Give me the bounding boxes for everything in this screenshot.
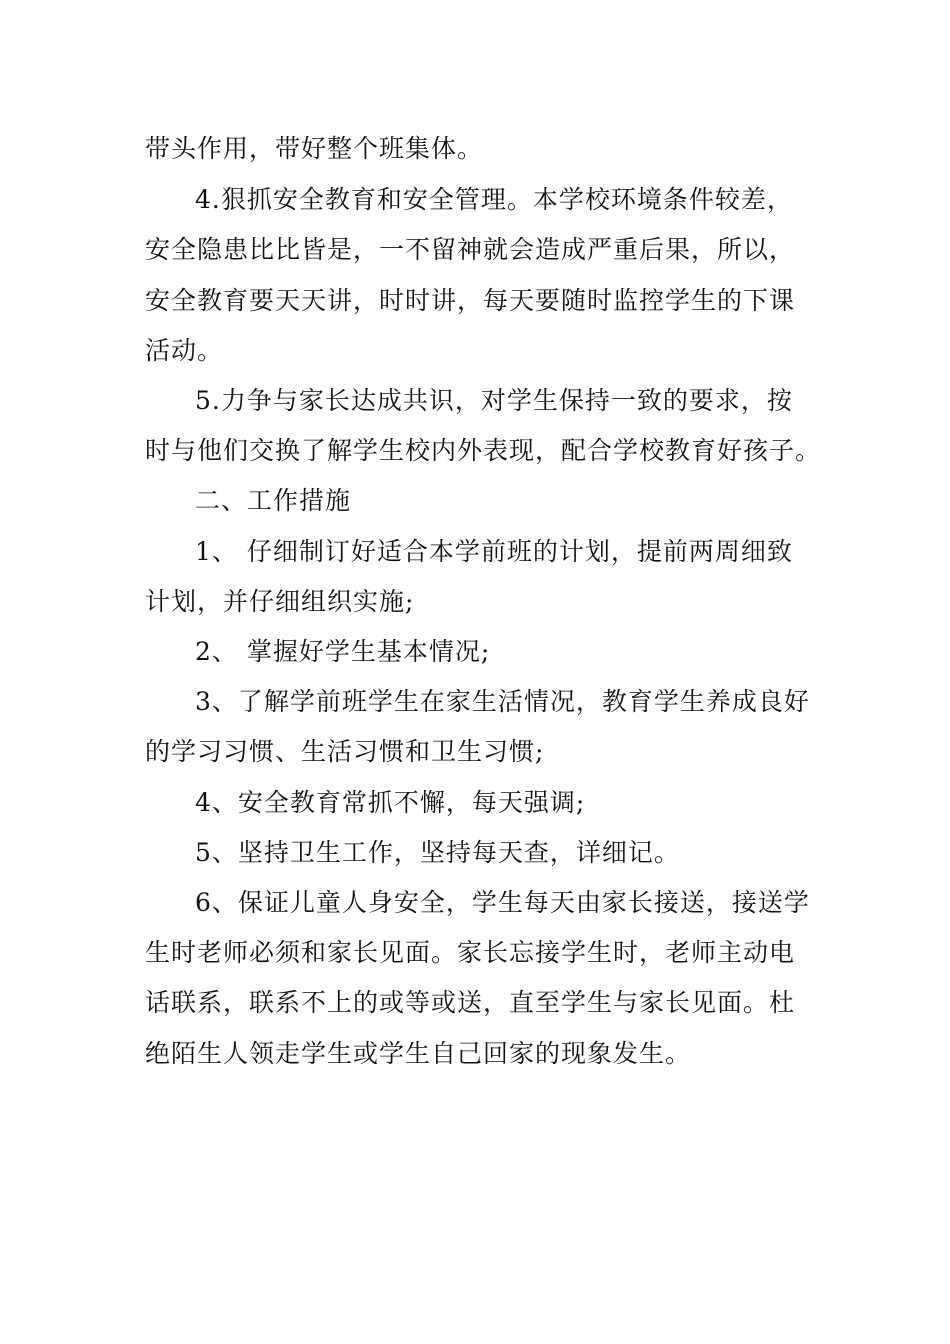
- section-heading: 二、工作措施: [195, 486, 352, 515]
- text-line: 1、 仔细制订好适合本学前班的计划，提前两周细致: [195, 537, 793, 566]
- text-line: 时与他们交换了解学生校内外表现，配合学校教育好孩子。: [145, 436, 822, 465]
- text-line: 5、坚持卫生工作，坚持每天查，详细记。: [195, 838, 680, 867]
- text-line: 的学习习惯、生活习惯和卫生习惯;: [145, 737, 545, 766]
- text-line: 生时老师必须和家长见面。家长忘接学生时，老师主动电: [145, 938, 796, 967]
- text-line: 5.力争与家长达成共识，对学生保持一致的要求，按: [195, 386, 793, 415]
- text-line: 2、 掌握好学生基本情况;: [195, 637, 491, 666]
- text-line: 4.狠抓安全教育和安全管理。本学校环境条件较差，: [195, 185, 793, 214]
- text-line: 带头作用，带好整个班集体。: [145, 134, 484, 163]
- text-line: 安全隐患比比皆是，一不留神就会造成严重后果，所以，: [145, 235, 796, 264]
- text-line: 绝陌生人领走学生或学生自己回家的现象发生。: [145, 1039, 692, 1068]
- text-line: 6、保证儿童人身安全，学生每天由家长接送，接送学: [195, 888, 810, 917]
- text-line: 3、了解学前班学生在家生活情况，教育学生养成良好: [195, 687, 810, 716]
- text-line: 4、安全教育常抓不懈，每天强调;: [195, 788, 586, 817]
- text-line: 话联系，联系不上的或等或送，直至学生与家长见面。杜: [145, 988, 796, 1017]
- text-line: 计划，并仔细组织实施;: [145, 587, 415, 616]
- text-line: 安全教育要天天讲，时时讲，每天要随时监控学生的下课: [145, 286, 796, 315]
- text-line: 活动。: [145, 336, 224, 365]
